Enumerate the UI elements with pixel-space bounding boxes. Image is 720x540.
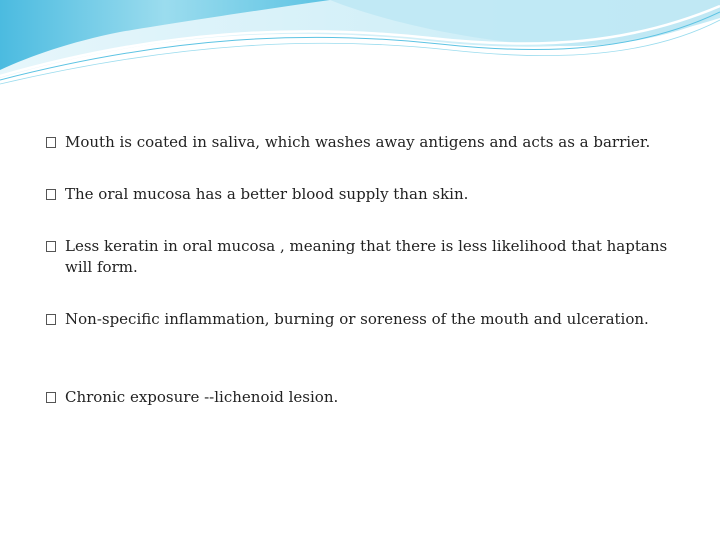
bullet-item bbox=[46, 184, 696, 205]
bullet-text: Less keratin in oral mucosa , meaning that there is less likelihood that haptans will form. bbox=[65, 237, 668, 276]
header-wave-decoration bbox=[0, 0, 720, 90]
bullet-box-icon bbox=[46, 392, 56, 403]
bullet-text: The oral mucosa has a better blood supply than skin. bbox=[65, 185, 469, 203]
bullet-box-icon bbox=[46, 241, 56, 252]
bullet-item bbox=[46, 309, 696, 330]
bullet-box-icon bbox=[46, 314, 56, 325]
bullet-item bbox=[46, 236, 696, 278]
bullet-item bbox=[46, 387, 696, 408]
bullet-text: Non-specific inflammation, burning or soreness of the mouth and ulceration. bbox=[65, 310, 649, 328]
bullet-box-icon bbox=[46, 137, 56, 148]
bullet-text: Chronic exposure --lichenoid lesion. bbox=[65, 388, 339, 406]
bullet-text: Mouth is coated in saliva, which washes away antigens and acts as a barrier. bbox=[65, 133, 651, 151]
bullet-box-icon bbox=[46, 189, 56, 200]
bullet-item bbox=[46, 132, 696, 153]
